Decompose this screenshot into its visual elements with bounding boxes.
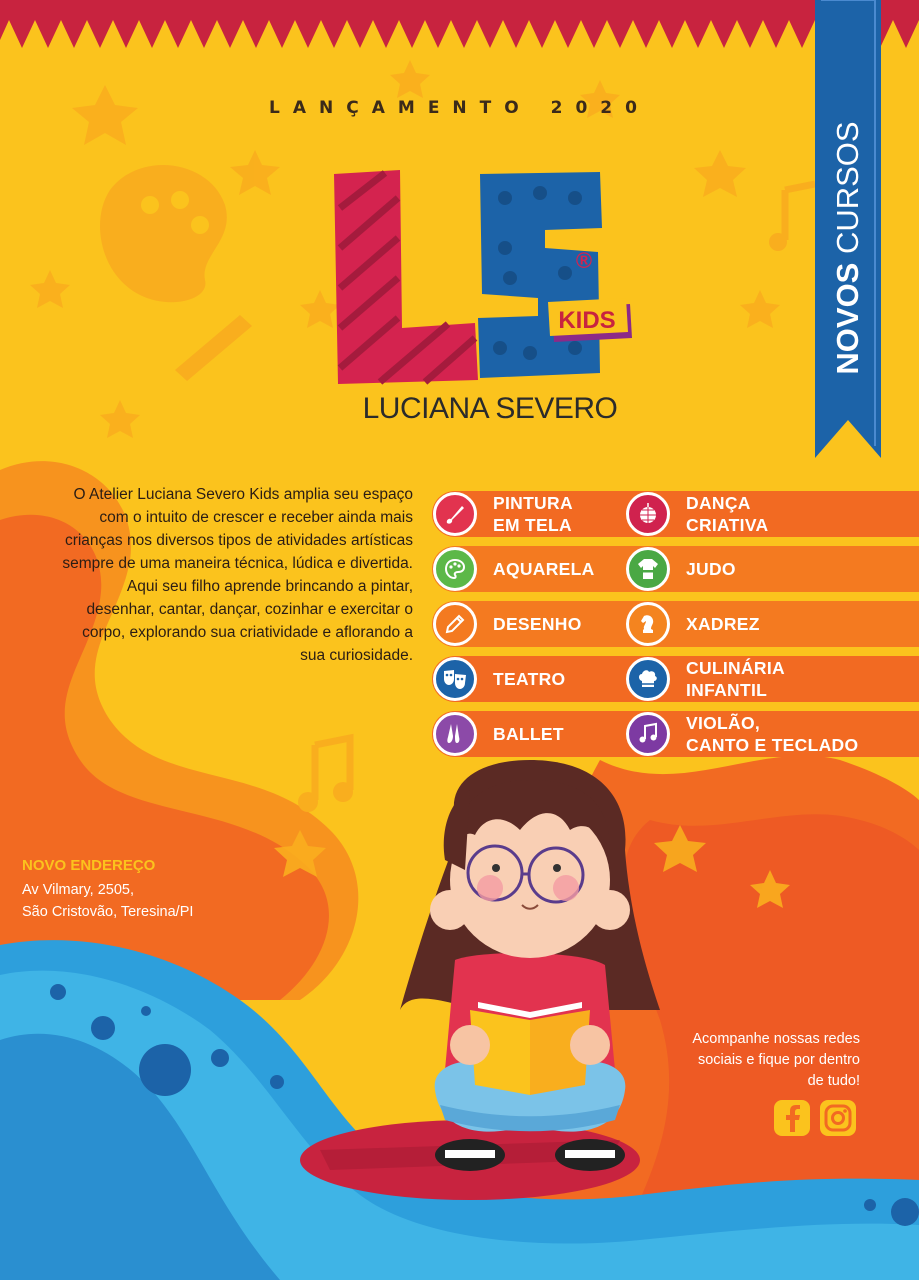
- disco-ball-icon: [626, 492, 670, 536]
- course-label: TEATRO: [493, 669, 566, 689]
- judo-gi-icon: [626, 547, 670, 591]
- brand-name: LUCIANA SEVERO: [362, 392, 618, 425]
- chess-knight-icon: [626, 602, 670, 646]
- music-note-icon: [626, 712, 670, 756]
- logo-registered-mark: ®: [575, 248, 593, 273]
- course-label: JUDO: [686, 559, 736, 579]
- course-label: PINTURA EM TELA: [493, 493, 573, 535]
- social-cta-text: Acompanhe nossas redes sociais e fique por dentro de tudo!: [692, 1031, 860, 1089]
- course-culinaria: [626, 657, 785, 701]
- address-line-1: Av Vilmary, 2505,: [22, 882, 135, 898]
- facebook-icon[interactable]: [774, 1100, 810, 1136]
- course-label: AQUARELA: [493, 559, 595, 579]
- course-aquarela: [433, 547, 595, 591]
- palette-icon: [433, 547, 477, 591]
- theater-masks-icon: [433, 657, 477, 701]
- intro-paragraph: O Atelier Luciana Severo Kids amplia seu espaço com o intuito de crescer e receber ainda mais crianças nos diversos tipos de atividades artísticas sempre de uma maneira técnica, lúdica e divertida. Aqui seu filho aprende brincando a pintar, desenhar, cantar, dançar, cozinhar e exercitar o corpo, explorando sua criatividade e aflorando a sua curiosidade.: [62, 486, 413, 664]
- paintbrush-icon: [433, 492, 477, 536]
- launch-tagline: LANÇAMENTO 2020: [269, 98, 650, 118]
- course-judo: [626, 547, 736, 591]
- course-ballet: [433, 712, 564, 756]
- course-danca: [626, 492, 768, 536]
- address-line-2: São Cristovão, Teresina/PI: [22, 904, 194, 920]
- course-label: BALLET: [493, 724, 564, 744]
- ls-kids-logo: [330, 168, 640, 388]
- course-desenho: [433, 602, 582, 646]
- course-label: XADREZ: [686, 614, 760, 634]
- ballet-shoes-icon: [433, 712, 477, 756]
- ribbon-title: [830, 121, 866, 374]
- pencil-icon: [433, 602, 477, 646]
- ribbon-regular: CURSOS: [830, 121, 865, 263]
- course-violao: [626, 712, 858, 756]
- course-label: DESENHO: [493, 614, 582, 634]
- address-title: NOVO ENDEREÇO: [22, 857, 156, 874]
- logo-kids-text: KIDS: [558, 307, 616, 334]
- course-teatro: [433, 657, 565, 701]
- course-xadrez: [626, 602, 760, 646]
- course-label: CULINÁRIA INFANTIL: [686, 658, 785, 700]
- instagram-icon[interactable]: [820, 1100, 856, 1136]
- ribbon-bold: NOVOS: [830, 262, 865, 375]
- chef-hat-icon: [626, 657, 670, 701]
- course-label: VIOLÃO, CANTO E TECLADO: [686, 713, 859, 755]
- course-pintura: [433, 492, 573, 536]
- course-label: DANÇA CRIATIVA: [686, 493, 769, 535]
